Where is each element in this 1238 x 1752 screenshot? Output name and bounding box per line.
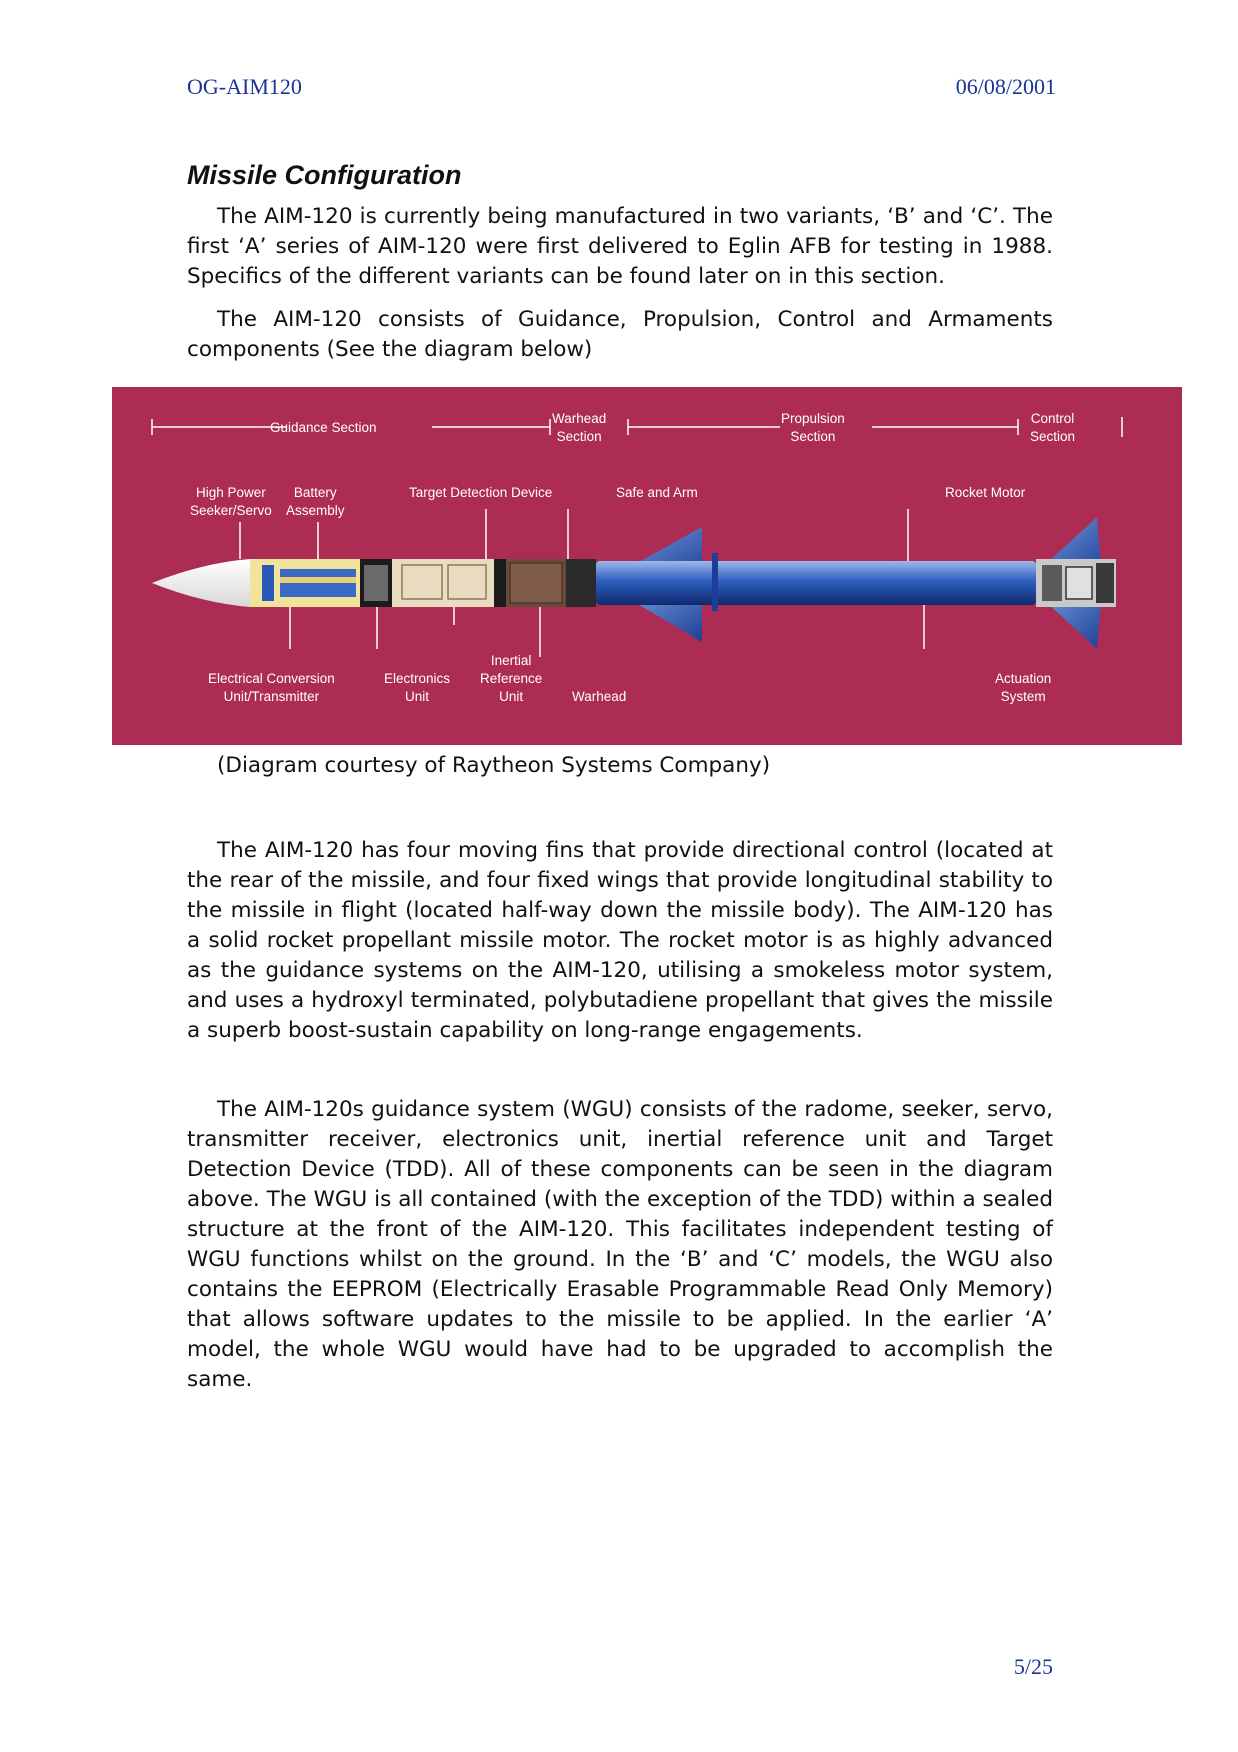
warhead-section-label: Warhead Section [552, 411, 607, 444]
radome [152, 559, 250, 607]
guidance-section-label: Guidance Section [270, 420, 377, 435]
paragraph-fins-motor: The AIM-120 has four moving fins that provide directional control (located at the rear of the missile, and four fixed wings that provide longitudinal stability to the missile in flight (located half-way down the missile body). The AIM-120 has a solid rocket propellant missile motor. The rocket motor is as highly advanced as the guidance systems on the AIM-120, utilising a smokeless motor system, and uses a hydroxyl terminated, polybutadiene propellant that gives the missile a superb boost-sustain capability on long-range engagements. [187, 838, 1053, 1043]
document-date: 06/08/2001 [955, 74, 1056, 99]
seeker-servo-label: High Power Seeker/Servo [190, 485, 272, 518]
document-id: OG-AIM120 [187, 74, 302, 99]
battery-assembly-label: Battery Assembly [286, 485, 345, 518]
warhead-label: Warhead [572, 689, 627, 704]
missile-diagram [112, 387, 1182, 745]
rocket-motor-body [596, 561, 1036, 605]
electronics-unit-label: Electronics Unit [384, 671, 451, 704]
target-detection-device-label: Target Detection Device [409, 485, 553, 500]
diagram-caption: (Diagram courtesy of Raytheon Systems Company) [217, 753, 771, 778]
safe-and-arm-label: Safe and Arm [616, 485, 698, 500]
paragraph-guidance-system: The AIM-120s guidance system (WGU) consists of the radome, seeker, servo, transmitter receiver, electronics unit, inertial reference unit and Target Detection Device (TDD). All of these components can be seen in the diagram above. The WGU is all contained (with the exception of the TDD) within a sealed structure at the front of the AIM-120. This facilitates independent testing of WGU functions whilst on the ground. In the ‘B’ and ‘C’ models, the WGU also contains the EEPROM (Electrically Erasable Programmable Read Only Memory) that allows software updates to the missile to be applied. In the earlier ‘A’ model, the whole WGU would have had to be upgraded to accomplish the same. [187, 1097, 1053, 1392]
section-title: Missile Configuration [187, 160, 462, 190]
inertial-reference-unit-label: Inertial Reference Unit [480, 653, 543, 704]
rocket-motor-label: Rocket Motor [945, 485, 1026, 500]
page-number: 5/25 [1013, 1654, 1053, 1679]
propulsion-section-label: Propulsion Section [781, 411, 845, 444]
paragraph-components: The AIM-120 consists of Guidance, Propulsion, Control and Armaments components (See the diagram below) [187, 307, 1053, 362]
control-section-label: Control Section [1030, 411, 1076, 444]
paragraph-variants: The AIM-120 is currently being manufactured in two variants, ‘B’ and ‘C’. The first ‘A’ series of AIM-120 were first delivered to Eglin AFB for testing in 1988. Specifics of the different variants can be found later on in this section. [187, 204, 1053, 289]
actuation-system-label: Actuation System [995, 671, 1052, 704]
electrical-conversion-unit-label: Electrical Conversion Unit/Transmitter [208, 671, 335, 704]
